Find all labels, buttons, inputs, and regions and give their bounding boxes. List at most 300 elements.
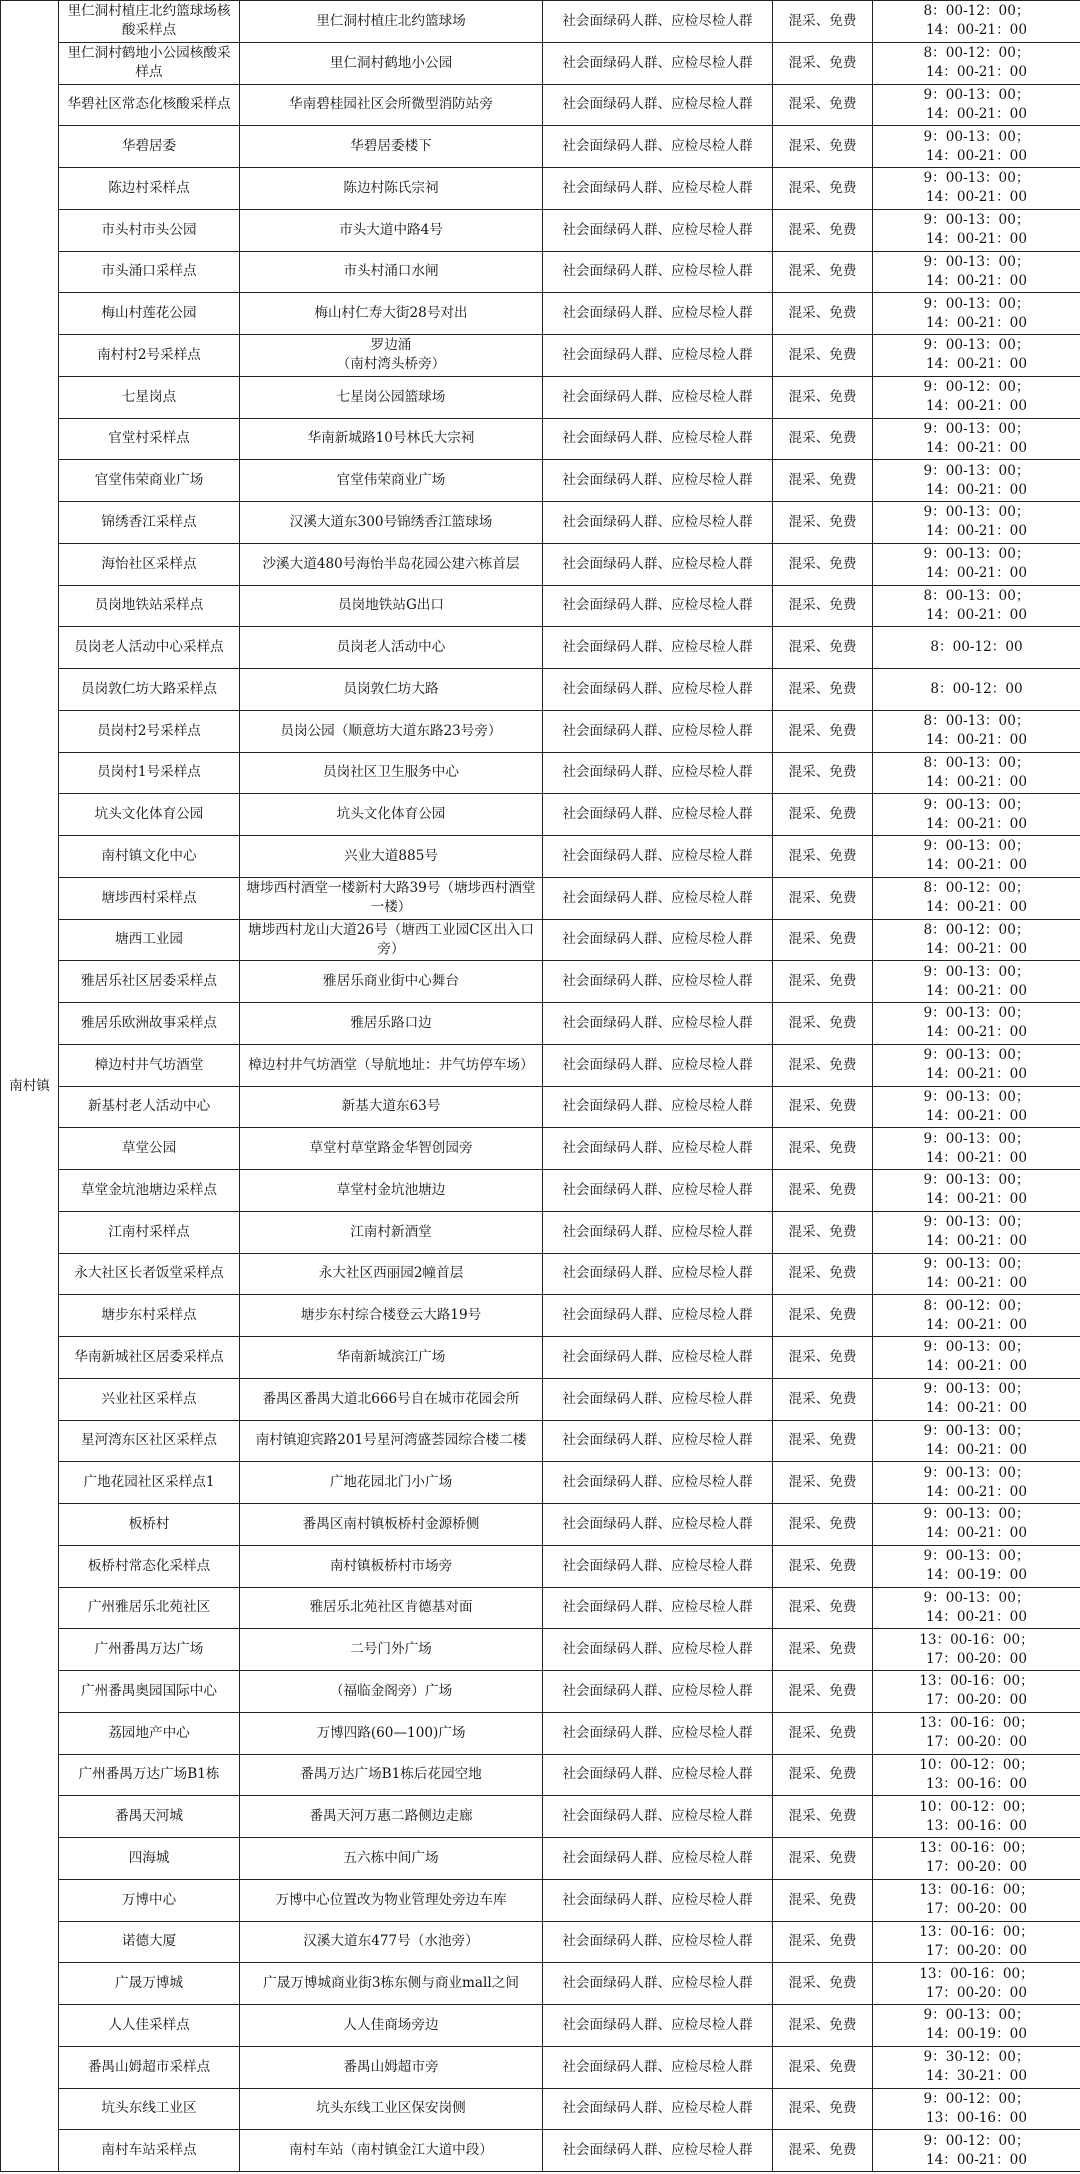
time-cell xyxy=(873,627,1080,669)
fee-cell: 混采、免费 xyxy=(773,1796,873,1838)
target-group-cell: 社会面绿码人群、应检尽检人群 xyxy=(543,2046,773,2088)
time-slot-2: 14：00-21：00 xyxy=(926,982,1027,999)
address-cell xyxy=(240,376,543,418)
address-line: 汉溪大道东477号（水池旁） xyxy=(303,1933,479,1950)
target-group-cell: 社会面绿码人群、应检尽检人群 xyxy=(543,2005,773,2047)
time-slot-1: 9：00-13：00； xyxy=(923,1381,1030,1398)
address-cell xyxy=(240,627,543,669)
target-group-cell: 社会面绿码人群、应检尽检人群 xyxy=(543,251,773,293)
table-row xyxy=(1,836,1080,878)
site-name-cell: 市头涌口采样点 xyxy=(59,251,240,293)
address-line: 员岗公园（顺意坊大道东路23号旁） xyxy=(280,722,502,739)
address-cell xyxy=(240,168,543,210)
table-row xyxy=(1,543,1080,585)
site-name-cell: 雅居乐欧洲故事采样点 xyxy=(59,1003,240,1045)
address-line: 坑头东线工业区保安岗侧 xyxy=(316,2100,466,2117)
table-row xyxy=(1,1879,1080,1921)
fee-cell: 混采、免费 xyxy=(773,251,873,293)
time-slot-1: 10：00-12：00； xyxy=(919,1798,1034,1815)
fee-cell: 混采、免费 xyxy=(773,1170,873,1212)
time-cell xyxy=(873,335,1080,377)
time-slot-2: 17：00-20：00 xyxy=(926,1734,1027,1751)
address-line: 市头村涌口水闸 xyxy=(343,263,439,280)
time-slot-2: 14：00-21：00 xyxy=(926,481,1027,498)
fee-cell: 混采、免费 xyxy=(773,1921,873,1963)
site-name-cell: 四海城 xyxy=(59,1838,240,1880)
time-slot-1: 9：30-12：00； xyxy=(923,2049,1030,2066)
time-slot-2: 17：00-20：00 xyxy=(926,1984,1027,2001)
table-row xyxy=(1,919,1080,961)
time-slot-2: 14：00-21：00 xyxy=(926,398,1027,415)
time-cell xyxy=(873,251,1080,293)
table-row xyxy=(1,1712,1080,1754)
fee-cell: 混采、免费 xyxy=(773,1671,873,1713)
address-cell xyxy=(240,2005,543,2047)
address-cell xyxy=(240,836,543,878)
address-line: 番禺天河万惠二路侧边走廊 xyxy=(309,1808,473,1825)
address-cell xyxy=(240,1003,543,1045)
address-line: 万博四路(60—100)广场 xyxy=(316,1724,466,1741)
table-row xyxy=(1,1170,1080,1212)
time-slot-2: 14：00-21：00 xyxy=(926,899,1027,916)
table-row xyxy=(1,1044,1080,1086)
address-cell xyxy=(240,2130,543,2172)
time-cell xyxy=(873,1963,1080,2005)
table-row xyxy=(1,2130,1080,2172)
fee-cell: 混采、免费 xyxy=(773,710,873,752)
time-cell xyxy=(873,84,1080,126)
time-slot-1: 8：00-13：00； xyxy=(923,754,1030,771)
target-group-cell: 社会面绿码人群、应检尽检人群 xyxy=(543,42,773,84)
address-line: 雅居乐路口边 xyxy=(350,1014,432,1031)
site-name-cell: 华碧居委 xyxy=(59,126,240,168)
address-line: 坑头文化体育公园 xyxy=(336,806,446,823)
site-name-cell: 荔园地产中心 xyxy=(59,1712,240,1754)
table-row xyxy=(1,794,1080,836)
time-slot-1: 9：00-13：00； xyxy=(923,170,1030,187)
fee-cell: 混采、免费 xyxy=(773,585,873,627)
time-slot-1: 9：00-13：00； xyxy=(923,86,1030,103)
site-name-cell: 草堂金坑池塘边采样点 xyxy=(59,1170,240,1212)
target-group-cell: 社会面绿码人群、应检尽检人群 xyxy=(543,293,773,335)
fee-cell: 混采、免费 xyxy=(773,84,873,126)
time-slot-1: 9：00-13：00； xyxy=(923,1464,1030,1481)
target-group-cell: 社会面绿码人群、应检尽检人群 xyxy=(543,1879,773,1921)
time-slot-1: 8：00-12：00； xyxy=(923,921,1030,938)
site-name-cell: 板桥村常态化采样点 xyxy=(59,1545,240,1587)
town-cell: 南村镇 xyxy=(1,1,59,2172)
site-name-cell: 华碧社区常态化核酸采样点 xyxy=(59,84,240,126)
fee-cell: 混采、免费 xyxy=(773,1545,873,1587)
address-cell xyxy=(240,1838,543,1880)
address-line: 里仁洞村鹤地小公园 xyxy=(329,54,453,71)
address-cell xyxy=(240,1295,543,1337)
fee-cell: 混采、免费 xyxy=(773,1211,873,1253)
site-name-cell: 南村村2号采样点 xyxy=(59,335,240,377)
time-slot-1: 9：00-13：00； xyxy=(923,295,1030,312)
site-name-cell: 广州番禺万达广场B1栋 xyxy=(59,1754,240,1796)
time-cell xyxy=(873,794,1080,836)
site-name-cell: 板桥村 xyxy=(59,1504,240,1546)
time-cell xyxy=(873,2088,1080,2130)
site-name-cell: 兴业社区采样点 xyxy=(59,1378,240,1420)
fee-cell: 混采、免费 xyxy=(773,2088,873,2130)
fee-cell: 混采、免费 xyxy=(773,460,873,502)
time-cell xyxy=(873,460,1080,502)
time-slot-2: 14：00-21：00 xyxy=(926,940,1027,957)
target-group-cell: 社会面绿码人群、应检尽检人群 xyxy=(543,543,773,585)
time-slot-2: 14：00-21：00 xyxy=(926,773,1027,790)
time-slot-1: 9：00-13：00； xyxy=(923,504,1030,521)
time-cell xyxy=(873,418,1080,460)
target-group-cell: 社会面绿码人群、应检尽检人群 xyxy=(543,836,773,878)
address-line: 二号门外广场 xyxy=(350,1641,432,1658)
target-group-cell: 社会面绿码人群、应检尽检人群 xyxy=(543,1378,773,1420)
time-slot-2: 17：00-20：00 xyxy=(926,1650,1027,1667)
target-group-cell: 社会面绿码人群、应检尽检人群 xyxy=(543,335,773,377)
site-name-cell: 陈边村采样点 xyxy=(59,168,240,210)
time-slot-1: 9：00-13：00； xyxy=(923,128,1030,145)
time-cell xyxy=(873,585,1080,627)
time-cell xyxy=(873,1211,1080,1253)
site-name-cell: 万博中心 xyxy=(59,1879,240,1921)
target-group-cell: 社会面绿码人群、应检尽检人群 xyxy=(543,1712,773,1754)
site-name-cell: 番禺山姆超市采样点 xyxy=(59,2046,240,2088)
time-slot-2: 14：00-21：00 xyxy=(926,606,1027,623)
time-slot-2: 14：00-21：00 xyxy=(926,1441,1027,1458)
time-slot-2: 14：00-21：00 xyxy=(926,22,1027,39)
table-row xyxy=(1,1796,1080,1838)
fee-cell: 混采、免费 xyxy=(773,1128,873,1170)
address-cell xyxy=(240,1128,543,1170)
address-cell xyxy=(240,1462,543,1504)
table-row xyxy=(1,251,1080,293)
time-slot-2: 14：00-19：00 xyxy=(926,2026,1027,2043)
address-line: 塘步东村综合楼登云大路19号 xyxy=(300,1307,482,1324)
fee-cell: 混采、免费 xyxy=(773,126,873,168)
fee-cell: 混采、免费 xyxy=(773,669,873,711)
time-slot-1: 9：00-13：00； xyxy=(923,1088,1030,1105)
address-line: 新基大道东63号 xyxy=(341,1098,441,1115)
site-name-cell: 员岗地铁站采样点 xyxy=(59,585,240,627)
address-cell xyxy=(240,919,543,961)
fee-cell: 混采、免费 xyxy=(773,1295,873,1337)
site-name-cell: 塘西工业园 xyxy=(59,919,240,961)
site-name-cell: 官堂伟荣商业广场 xyxy=(59,460,240,502)
address-line: 五六栋中间广场 xyxy=(343,1849,439,1866)
site-name-cell: 员岗老人活动中心采样点 xyxy=(59,627,240,669)
time-slot-1: 9：00-13：00； xyxy=(923,337,1030,354)
address-line-2: 一楼） xyxy=(370,899,412,916)
time-slot-1: 13：00-16：00； xyxy=(919,1965,1034,1982)
address-line: 员岗敦仁坊大路 xyxy=(343,680,439,697)
fee-cell: 混采、免费 xyxy=(773,1838,873,1880)
time-cell xyxy=(873,1086,1080,1128)
site-name-cell: 坑头东线工业区 xyxy=(59,2088,240,2130)
time-slot-1: 9：00-13：00； xyxy=(923,546,1030,563)
address-line: 市头大道中路4号 xyxy=(339,221,443,238)
target-group-cell: 社会面绿码人群、应检尽检人群 xyxy=(543,794,773,836)
fee-cell: 混采、免费 xyxy=(773,1462,873,1504)
time-cell xyxy=(873,1629,1080,1671)
table-body xyxy=(1,1,1080,2172)
address-cell xyxy=(240,1420,543,1462)
time-slot-1: 8：00-12：00 xyxy=(930,639,1023,656)
time-cell xyxy=(873,2046,1080,2088)
time-slot-2: 14：00-21：00 xyxy=(926,1274,1027,1291)
address-line: 番禺区番禺大道北666号自在城市花园会所 xyxy=(262,1390,520,1407)
time-slot-1: 8：00-13：00； xyxy=(923,713,1030,730)
time-slot-2: 13：00-16：00 xyxy=(926,2109,1027,2126)
time-cell xyxy=(873,1712,1080,1754)
fee-cell: 混采、免费 xyxy=(773,2046,873,2088)
time-slot-1: 9：00-13：00； xyxy=(923,1506,1030,1523)
fee-cell: 混采、免费 xyxy=(773,1003,873,1045)
site-name-cell: 坑头文化体育公园 xyxy=(59,794,240,836)
address-cell xyxy=(240,460,543,502)
fee-cell: 混采、免费 xyxy=(773,376,873,418)
table-row xyxy=(1,585,1080,627)
address-cell xyxy=(240,1754,543,1796)
table-row xyxy=(1,293,1080,335)
time-cell xyxy=(873,42,1080,84)
target-group-cell: 社会面绿码人群、应检尽检人群 xyxy=(543,1128,773,1170)
target-group-cell: 社会面绿码人群、应检尽检人群 xyxy=(543,1796,773,1838)
target-group-cell: 社会面绿码人群、应检尽检人群 xyxy=(543,710,773,752)
fee-cell: 混采、免费 xyxy=(773,627,873,669)
time-slot-2: 14：00-21：00 xyxy=(926,64,1027,81)
address-cell xyxy=(240,418,543,460)
target-group-cell: 社会面绿码人群、应检尽检人群 xyxy=(543,1295,773,1337)
fee-cell: 混采、免费 xyxy=(773,502,873,544)
address-line: 塘埗西村酒堂一楼新村大路39号（塘埗西村酒堂 xyxy=(246,880,536,897)
time-slot-1: 13：00-16：00； xyxy=(919,1673,1034,1690)
address-line-2: 旁） xyxy=(377,940,405,957)
address-line: 塘埗西村龙山大道26号（塘西工业园C区出入口 xyxy=(248,921,534,938)
time-slot-1: 9：00-13：00； xyxy=(923,838,1030,855)
time-slot-1: 9：00-13：00； xyxy=(923,420,1030,437)
time-cell xyxy=(873,1921,1080,1963)
fee-cell: 混采、免费 xyxy=(773,42,873,84)
site-name-cell: 员岗村1号采样点 xyxy=(59,752,240,794)
address-line-2: （南村湾头桥旁） xyxy=(336,356,446,373)
time-cell xyxy=(873,961,1080,1003)
target-group-cell: 社会面绿码人群、应检尽检人群 xyxy=(543,502,773,544)
table-row xyxy=(1,1337,1080,1379)
time-slot-2: 14：00-21：00 xyxy=(926,1608,1027,1625)
address-cell xyxy=(240,1963,543,2005)
target-group-cell: 社会面绿码人群、应检尽检人群 xyxy=(543,209,773,251)
address-cell xyxy=(240,251,543,293)
time-cell xyxy=(873,209,1080,251)
time-slot-1: 13：00-16：00； xyxy=(919,1715,1034,1732)
time-slot-1: 9：00-13：00； xyxy=(923,1589,1030,1606)
time-cell xyxy=(873,1253,1080,1295)
time-slot-1: 13：00-16：00； xyxy=(919,1882,1034,1899)
target-group-cell: 社会面绿码人群、应检尽检人群 xyxy=(543,585,773,627)
time-slot-2: 14：00-21：00 xyxy=(926,1107,1027,1124)
table-row xyxy=(1,1838,1080,1880)
address-line: 员岗老人活动中心 xyxy=(336,639,446,656)
address-cell xyxy=(240,335,543,377)
time-slot-2: 14：00-21：00 xyxy=(926,565,1027,582)
time-cell xyxy=(873,1295,1080,1337)
time-slot-2: 14：00-21：00 xyxy=(926,1149,1027,1166)
time-cell xyxy=(873,1044,1080,1086)
table-row xyxy=(1,376,1080,418)
address-cell xyxy=(240,1044,543,1086)
target-group-cell: 社会面绿码人群、应检尽检人群 xyxy=(543,2130,773,2172)
target-group-cell: 社会面绿码人群、应检尽检人群 xyxy=(543,1044,773,1086)
target-group-cell: 社会面绿码人群、应检尽检人群 xyxy=(543,1211,773,1253)
target-group-cell: 社会面绿码人群、应检尽检人群 xyxy=(543,1420,773,1462)
address-cell xyxy=(240,1587,543,1629)
time-slot-2: 14：00-21：00 xyxy=(926,314,1027,331)
address-line: 雅居乐北苑社区肯德基对面 xyxy=(309,1599,473,1616)
fee-cell: 混采、免费 xyxy=(773,1879,873,1921)
fee-cell: 混采、免费 xyxy=(773,293,873,335)
address-cell xyxy=(240,1504,543,1546)
target-group-cell: 社会面绿码人群、应检尽检人群 xyxy=(543,919,773,961)
target-group-cell: 社会面绿码人群、应检尽检人群 xyxy=(543,1086,773,1128)
table-row xyxy=(1,627,1080,669)
fee-cell: 混采、免费 xyxy=(773,1629,873,1671)
time-cell xyxy=(873,1420,1080,1462)
target-group-cell: 社会面绿码人群、应检尽检人群 xyxy=(543,1963,773,2005)
address-line: 罗边涌 xyxy=(370,337,412,354)
target-group-cell: 社会面绿码人群、应检尽检人群 xyxy=(543,168,773,210)
address-cell xyxy=(240,1545,543,1587)
site-name-cell: 华南新城社区居委采样点 xyxy=(59,1337,240,1379)
target-group-cell: 社会面绿码人群、应检尽检人群 xyxy=(543,84,773,126)
table-row xyxy=(1,502,1080,544)
target-group-cell: 社会面绿码人群、应检尽检人群 xyxy=(543,1921,773,1963)
fee-cell: 混采、免费 xyxy=(773,168,873,210)
address-line: 陈边村陈氏宗祠 xyxy=(343,179,439,196)
time-cell xyxy=(873,1128,1080,1170)
time-cell xyxy=(873,1337,1080,1379)
address-cell xyxy=(240,209,543,251)
time-slot-2: 14：00-21：00 xyxy=(926,1233,1027,1250)
address-line: 员岗地铁站G出口 xyxy=(337,597,444,614)
address-cell xyxy=(240,1170,543,1212)
address-cell xyxy=(240,1629,543,1671)
time-cell xyxy=(873,669,1080,711)
time-slot-1: 9：00-13：00； xyxy=(923,1214,1030,1231)
fee-cell: 混采、免费 xyxy=(773,1337,873,1379)
site-name-cell: 官堂村采样点 xyxy=(59,418,240,460)
address-cell xyxy=(240,585,543,627)
time-slot-2: 14：00-21：00 xyxy=(926,732,1027,749)
table-row xyxy=(1,1671,1080,1713)
address-line: 华南碧桂园社区会所微型消防站旁 xyxy=(289,96,493,113)
target-group-cell: 社会面绿码人群、应检尽检人群 xyxy=(543,1545,773,1587)
time-cell xyxy=(873,168,1080,210)
time-slot-1: 8：00-12：00； xyxy=(923,3,1030,20)
table-row xyxy=(1,2046,1080,2088)
target-group-cell: 社会面绿码人群、应检尽检人群 xyxy=(543,1170,773,1212)
time-slot-1: 9：00-13：00； xyxy=(923,1339,1030,1356)
fee-cell: 混采、免费 xyxy=(773,1044,873,1086)
address-line: 广晟万博城商业街3栋东侧与商业mall之间 xyxy=(263,1975,519,1992)
address-cell xyxy=(240,1921,543,1963)
time-slot-2: 14：00-21：00 xyxy=(926,1525,1027,1542)
time-cell xyxy=(873,1671,1080,1713)
address-cell xyxy=(240,2046,543,2088)
time-slot-2: 14：00-21：00 xyxy=(926,231,1027,248)
target-group-cell: 社会面绿码人群、应检尽检人群 xyxy=(543,376,773,418)
target-group-cell: 社会面绿码人群、应检尽检人群 xyxy=(543,418,773,460)
table-row xyxy=(1,1211,1080,1253)
table-row xyxy=(1,1754,1080,1796)
site-name-cell: 樟边村井气坊酒堂 xyxy=(59,1044,240,1086)
time-cell xyxy=(873,919,1080,961)
table-row xyxy=(1,2005,1080,2047)
table-row xyxy=(1,1378,1080,1420)
table-row xyxy=(1,84,1080,126)
site-name-cell: 诺德大厦 xyxy=(59,1921,240,1963)
time-slot-1: 9：00-13：00； xyxy=(923,2007,1030,2024)
time-cell xyxy=(873,1170,1080,1212)
address-cell xyxy=(240,961,543,1003)
table-row xyxy=(1,209,1080,251)
address-line: 番禺区南村镇板桥村金源桥侧 xyxy=(302,1515,480,1532)
time-cell xyxy=(873,1378,1080,1420)
time-slot-1: 9：00-13：00； xyxy=(923,963,1030,980)
address-line: （福临金阁旁）广场 xyxy=(329,1682,453,1699)
address-cell xyxy=(240,293,543,335)
address-cell xyxy=(240,84,543,126)
time-slot-1: 9：00-13：00； xyxy=(923,1548,1030,1565)
table-row xyxy=(1,168,1080,210)
address-line: 广地花园北门小广场 xyxy=(329,1474,453,1491)
fee-cell: 混采、免费 xyxy=(773,1754,873,1796)
time-slot-2: 14：00-21：00 xyxy=(926,815,1027,832)
time-slot-2: 14：00-21：00 xyxy=(926,189,1027,206)
fee-cell: 混采、免费 xyxy=(773,836,873,878)
time-slot-1: 13：00-16：00； xyxy=(919,1923,1034,1940)
target-group-cell: 社会面绿码人群、应检尽检人群 xyxy=(543,877,773,919)
table-row xyxy=(1,1295,1080,1337)
address-line: 万博中心位置改为物业管理处旁边车库 xyxy=(275,1891,507,1908)
time-cell xyxy=(873,1,1080,43)
address-cell xyxy=(240,2088,543,2130)
site-name-cell: 塘埗西村采样点 xyxy=(59,877,240,919)
time-cell xyxy=(873,1003,1080,1045)
table-row xyxy=(1,1462,1080,1504)
time-slot-2: 17：00-20：00 xyxy=(926,1859,1027,1876)
table-row xyxy=(1,460,1080,502)
site-name-cell: 广晟万博城 xyxy=(59,1963,240,2005)
time-slot-1: 9：00-13：00； xyxy=(923,462,1030,479)
address-line: 华碧居委楼下 xyxy=(350,138,432,155)
address-line: 南村车站（南村镇金江大道中段） xyxy=(289,2142,493,2159)
time-cell xyxy=(873,1879,1080,1921)
fee-cell: 混采、免费 xyxy=(773,418,873,460)
table-row xyxy=(1,1086,1080,1128)
table-row xyxy=(1,42,1080,84)
time-slot-1: 9：00-13：00； xyxy=(923,253,1030,270)
time-slot-2: 14：00-21：00 xyxy=(926,1066,1027,1083)
table-row xyxy=(1,126,1080,168)
table-row xyxy=(1,418,1080,460)
site-name-cell: 雅居乐社区居委采样点 xyxy=(59,961,240,1003)
site-name-cell: 里仁洞村植庄北约篮球场核酸采样点 xyxy=(59,1,240,43)
time-slot-1: 13：00-16：00； xyxy=(919,1631,1034,1648)
address-cell xyxy=(240,1671,543,1713)
fee-cell: 混采、免费 xyxy=(773,1963,873,2005)
fee-cell: 混采、免费 xyxy=(773,919,873,961)
